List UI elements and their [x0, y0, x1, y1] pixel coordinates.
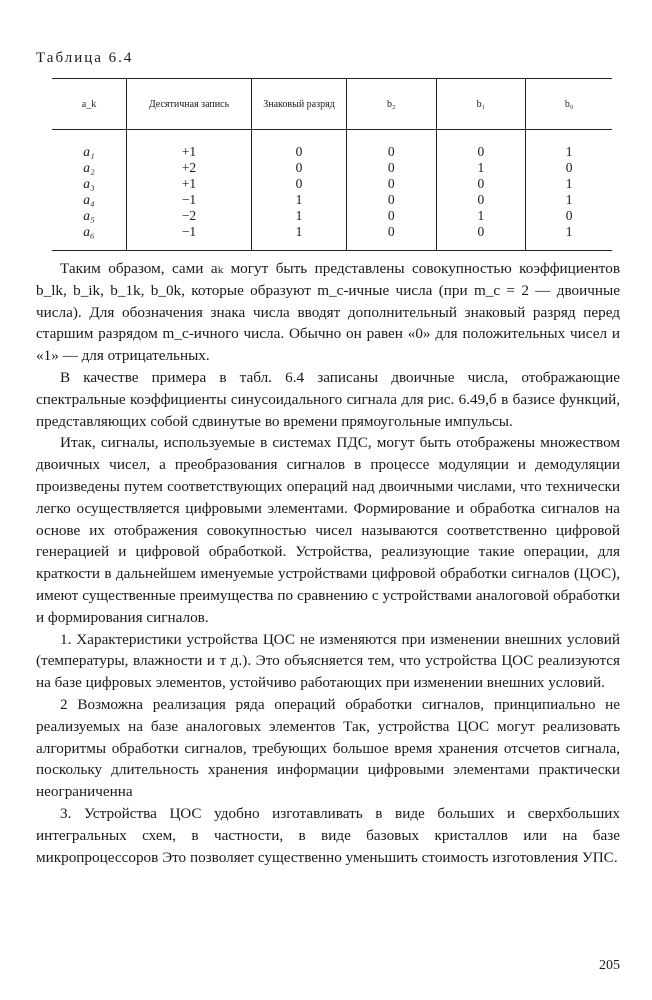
table-cell: a₃ — [83, 176, 95, 191]
table-row — [52, 208, 612, 224]
page-number: 205 — [599, 958, 620, 973]
table-caption: Таблица 6.4 — [36, 50, 134, 66]
table-cell: 1 — [526, 130, 612, 161]
table-cell: 0 — [252, 130, 347, 161]
paragraph: Таким образом, сами aₖ могут быть представлены совокупностью коэффициентов b_lk, b_ik, b_1k, b_0k, которые образуют m_c-ичные числа (при m_c = 2 — двоичные числа). Для обозначения знака числа вводят дополнительный знаковый разряд перед старшим разрядом m_c-ичного числа. Обычно он равен «0» для положительных чисел и «1» — для отрицательных. — [36, 260, 620, 365]
table-cell: a₆ — [83, 224, 95, 239]
table-cell: −1 — [127, 192, 252, 208]
table-cell: 1 — [252, 224, 347, 251]
table-cell: 0 — [347, 160, 437, 176]
table-cell: 0 — [436, 176, 526, 192]
paragraph: В качестве примера в табл. 6.4 записаны двоичные числа, отображающие спектральные коэффициенты синусоидального сигнала для рис. 6.49,б в базисе функций, представляющих собой сдвинутые во времени прямоугольные импульсы. — [36, 368, 620, 430]
table-cell: 1 — [436, 208, 526, 224]
table-cell: a₁ — [83, 144, 95, 159]
table-cell: 0 — [436, 130, 526, 161]
table-cell: +1 — [127, 130, 252, 161]
table-row — [52, 224, 612, 251]
table-cell: 1 — [526, 224, 612, 251]
table-cell: a₂ — [83, 160, 95, 175]
table-row — [52, 192, 612, 208]
header-b0: b₀ — [526, 79, 612, 130]
table-cell: 1 — [526, 176, 612, 192]
table-cell: a₄ — [83, 192, 95, 207]
table-cell: 0 — [526, 160, 612, 176]
table-row — [52, 130, 612, 161]
header-b2: b₂ — [347, 79, 437, 130]
table-cell: 0 — [526, 208, 612, 224]
table-row — [52, 160, 612, 176]
table-cell: 0 — [347, 130, 437, 161]
table-cell: −2 — [127, 208, 252, 224]
header-sign-bit: Знаковый разряд — [252, 79, 347, 130]
table-cell: 0 — [252, 160, 347, 176]
table-cell: a₅ — [83, 208, 95, 223]
binary-numbers-table — [52, 78, 612, 251]
table-cell: 1 — [252, 192, 347, 208]
header-decimal: Десятичная запись — [127, 79, 252, 130]
paragraph: 1. Характеристики устройства ЦОС не изменяются при изменении внешних условий (температуры, влажности и т д.). Это объясняется тем, что устройства ЦОС реализуются на базе цифровых элементов, устойчиво работающих при изменении внешних условий. — [36, 630, 620, 692]
paragraph: 2 Возможна реализация ряда операций обработки сигналов, принципиально не реализуемых на базе аналоговых элементов Так, устройства ЦОС могут реализовать алгоритмы обработки сигналов, требующих большое время хранения отсчетов сигнала, поскольку длительность хранения информации цифровыми элементами практически неограниченна — [36, 695, 620, 801]
table-cell: 0 — [252, 176, 347, 192]
table-cell: +2 — [127, 160, 252, 176]
header-b1: b₁ — [436, 79, 526, 130]
table-cell: 0 — [436, 224, 526, 251]
table-cell: 0 — [347, 224, 437, 251]
header-ak: a_k — [81, 98, 97, 110]
table-cell: 1 — [526, 192, 612, 208]
paragraph: 3. Устройства ЦОС удобно изготавливать в виде больших и сверхбольших интегральных схем, в частности, в виде базовых кристаллов или на базе микропроцессоров Это позволяет существенно уменьшить стоимость изготовления УПС. — [36, 804, 620, 866]
table-cell: −1 — [127, 224, 252, 251]
table-cell: 1 — [436, 160, 526, 176]
table-header-row — [52, 79, 612, 130]
body-text — [36, 258, 620, 868]
table-cell: 0 — [347, 176, 437, 192]
table-cell: 0 — [347, 208, 437, 224]
table-cell: +1 — [127, 176, 252, 192]
table-row — [52, 176, 612, 192]
table-cell: 0 — [436, 192, 526, 208]
paragraph: Итак, сигналы, используемые в системах ПДС, могут быть отображены множеством двоичных чисел, а преобразования сигналов в процессе модуляции и демодуляции произведены путем соответствующих операций над двоичными числами, что технически легко осуществляется цифровыми элементами. Формирование и обработка сигналов на основе их отображения совокупностью чисел называются соответственно цифровой генерацией и цифровой обработкой. Устройства, реализующие такие операции, для краткости в дальнейшем именуемые устройствами цифровой обработки сигналов (ЦОС), имеют существенные преимущества по сравнению с устройствами аналоговой обработки и формирования сигналов. — [36, 434, 620, 626]
table-cell: 0 — [347, 192, 437, 208]
table-cell: 1 — [252, 208, 347, 224]
